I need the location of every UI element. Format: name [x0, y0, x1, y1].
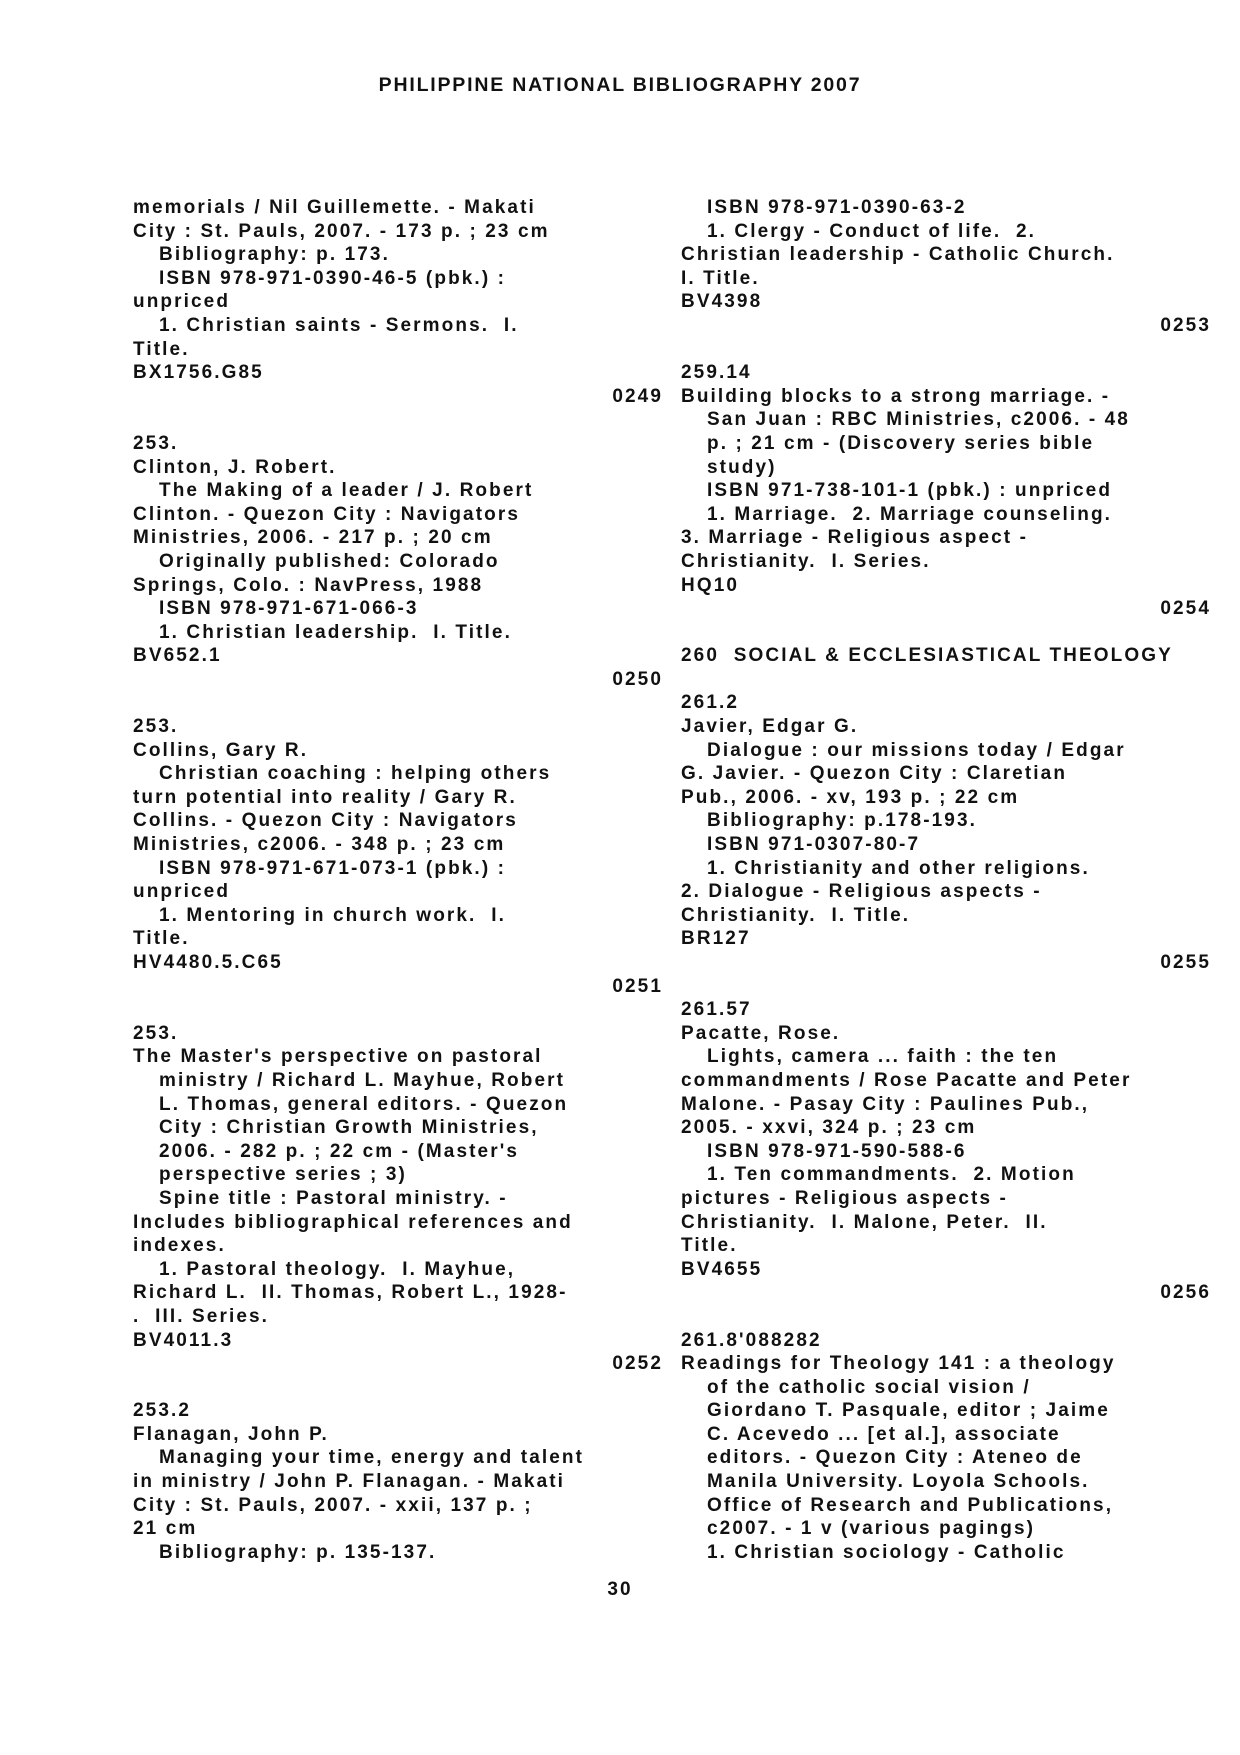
bibliography-line: c2007. - 1 v (various pagings): [707, 1518, 1036, 1540]
bibliography-line: 1. Mentoring in church work. I.: [159, 904, 506, 926]
bibliography-line: perspective series ; 3): [159, 1164, 407, 1186]
blank-line: [681, 668, 1211, 692]
entry-number: 0253: [1160, 314, 1211, 336]
bibliography-line: BV4011.3: [133, 1329, 234, 1351]
blank-line: [133, 408, 663, 432]
bibliography-line: 1. Christianity and other religions.: [707, 857, 1090, 879]
blank-line: [133, 998, 663, 1022]
bibliography-line: Spine title : Pastoral ministry. -: [159, 1187, 508, 1209]
bibliography-line: Title.: [133, 928, 190, 950]
bibliography-line: Bibliography: p. 173.: [159, 244, 390, 266]
bibliography-line: ISBN 971-738-101-1 (pbk.) : unpriced: [707, 480, 1113, 502]
bibliography-line: Managing your time, energy and talent: [159, 1447, 585, 1469]
bibliography-line: indexes.: [133, 1235, 226, 1257]
bibliography-line: Christianity. I. Series.: [681, 550, 931, 572]
page-number: 30: [607, 1579, 633, 1600]
bibliography-line: The Making of a leader / J. Robert: [159, 480, 534, 502]
bibliography-line: G. Javier. - Quezon City : Claretian: [681, 763, 1068, 785]
bibliography-line: p. ; 21 cm - (Discovery series bible: [707, 432, 1095, 454]
bibliography-line: Giordano T. Pasquale, editor ; Jaime: [707, 1400, 1110, 1422]
bibliography-line: Christianity. I. Title.: [681, 904, 911, 926]
bibliography-line: 1. Pastoral theology. I. Mayhue,: [159, 1258, 516, 1280]
blank-line: [133, 1376, 663, 1400]
blank-line: [133, 691, 663, 715]
bibliography-line: . III. Series.: [133, 1305, 270, 1327]
bibliography-line: 259.14: [681, 362, 752, 384]
bibliography-line: 261.57: [681, 999, 752, 1021]
entry-number: 0250: [612, 668, 663, 690]
bibliography-line: Originally published: Colorado: [159, 550, 500, 572]
bibliography-line: 1. Christian saints - Sermons. I.: [159, 314, 519, 336]
bibliography-line: turn potential into reality / Gary R.: [133, 786, 517, 808]
bibliography-line: I. Title.: [681, 267, 760, 289]
bibliography-line: ISBN 978-971-590-588-6: [707, 1140, 967, 1162]
bibliography-line: BR127: [681, 928, 751, 950]
bibliography-line: study): [707, 456, 777, 478]
bibliography-line: ISBN 971-0307-80-7: [707, 834, 921, 856]
bibliography-line: BV652.1: [133, 645, 222, 667]
bibliography-line: 21 cm: [133, 1518, 198, 1540]
entry-number: 0251: [612, 975, 663, 997]
bibliography-line: Title.: [681, 1235, 738, 1257]
bibliography-line: Javier, Edgar G.: [681, 716, 859, 738]
bibliography-line: Building blocks to a strong marriage. -: [681, 385, 1111, 407]
bibliography-line: C. Acevedo ... [et al.], associate: [707, 1423, 1061, 1445]
bibliography-line: Includes bibliographical references and: [133, 1211, 573, 1233]
bibliography-line: ISBN 978-971-671-066-3: [159, 598, 419, 620]
bibliography-line: 1. Christian leadership. I. Title.: [159, 621, 512, 643]
bibliography-line: pictures - Religious aspects -: [681, 1187, 1008, 1209]
bibliography-line: Christian leadership - Catholic Church.: [681, 244, 1115, 266]
bibliography-line: Collins. - Quezon City : Navigators: [133, 810, 518, 832]
bibliography-line: 1. Ten commandments. 2. Motion: [707, 1164, 1076, 1186]
bibliography-line: Ministries, 2006. - 217 p. ; 20 cm: [133, 527, 493, 549]
bibliography-line: BX1756.G85: [133, 362, 264, 384]
bibliography-line: Manila University. Loyola Schools.: [707, 1471, 1090, 1493]
entry-number: 0255: [1160, 952, 1211, 973]
bibliography-line: of the catholic social vision /: [707, 1376, 1031, 1398]
blank-line: [681, 975, 1211, 999]
bibliography-line: 261.8'088282: [681, 1329, 822, 1351]
bibliography-line: L. Thomas, general editors. - Quezon: [159, 1093, 569, 1115]
bibliography-line: 260 SOCIAL & ECCLESIASTICAL THEOLOGY: [681, 645, 1173, 667]
bibliography-line: Bibliography: p. 135-137.: [159, 1541, 437, 1563]
entry-number: 0249: [612, 385, 663, 407]
bibliography-line: Title.: [133, 338, 190, 360]
bibliography-line: Clinton, J. Robert.: [133, 456, 337, 478]
bibliography-line: ISBN 978-971-0390-46-5 (pbk.) :: [159, 267, 507, 289]
bibliography-line: Office of Research and Publications,: [707, 1494, 1114, 1516]
bibliography-line: 261.2: [681, 692, 740, 714]
blank-line: [681, 621, 1211, 645]
bibliography-line: unpriced: [133, 881, 231, 903]
bibliography-line: Flanagan, John P.: [133, 1423, 329, 1445]
blank-line: [681, 338, 1211, 362]
bibliography-line: memorials / Nil Guillemette. - Makati: [133, 197, 536, 218]
bibliography-line: City : Christian Growth Ministries,: [159, 1117, 539, 1139]
bibliography-line: Lights, camera ... faith : the ten: [707, 1046, 1059, 1068]
bibliography-line: 2005. - xxvi, 324 p. ; 23 cm: [681, 1117, 977, 1139]
bibliography-line: editors. - Quezon City : Ateneo de: [707, 1447, 1083, 1469]
left-column: [133, 196, 663, 1564]
bibliography-line: Bibliography: p.178-193.: [707, 810, 978, 832]
bibliography-line: Dialogue : our missions today / Edgar: [707, 739, 1126, 761]
bibliography-line: 1. Clergy - Conduct of life. 2.: [707, 220, 1037, 242]
bibliography-line: 253.: [133, 432, 179, 454]
bibliography-line: BV4655: [681, 1258, 763, 1280]
bibliography-line: City : St. Pauls, 2007. - xxii, 137 p. ;: [133, 1494, 533, 1516]
bibliography-line: HQ10: [681, 574, 740, 596]
bibliography-line: in ministry / John P. Flanagan. - Makati: [133, 1471, 566, 1493]
bibliography-line: ISBN 978-971-671-073-1 (pbk.) :: [159, 857, 507, 879]
page-header: PHILIPPINE NATIONAL BIBLIOGRAPHY 2007: [378, 74, 862, 96]
bibliography-line: Ministries, c2006. - 348 p. ; 23 cm: [133, 834, 506, 856]
bibliography-line: Readings for Theology 141 : a theology: [681, 1353, 1116, 1375]
bibliography-line: 253.: [133, 1022, 179, 1044]
bibliography-line: 253.2: [133, 1400, 192, 1422]
bibliography-line: 253.: [133, 716, 179, 738]
bibliography-line: Clinton. - Quezon City : Navigators: [133, 503, 521, 525]
bibliography-line: 1. Marriage. 2. Marriage counseling.: [707, 503, 1113, 525]
bibliography-line: 2006. - 282 p. ; 22 cm - (Master's: [159, 1140, 519, 1162]
entry-number: 0252: [612, 1353, 663, 1375]
bibliography-line: Pub., 2006. - xv, 193 p. ; 22 cm: [681, 786, 1020, 808]
right-column: [681, 196, 1211, 1564]
bibliography-line: Christianity. I. Malone, Peter. II.: [681, 1211, 1048, 1233]
bibliography-line: Collins, Gary R.: [133, 739, 309, 761]
bibliography-line: The Master's perspective on pastoral: [133, 1046, 543, 1068]
bibliography-line: Christian coaching : helping others: [159, 763, 552, 785]
bibliography-line: unpriced: [133, 291, 231, 313]
bibliography-line: ministry / Richard L. Mayhue, Robert: [159, 1069, 566, 1091]
bibliography-line: Pacatte, Rose.: [681, 1022, 841, 1044]
bibliography-line: 3. Marriage - Religious aspect -: [681, 527, 1029, 549]
bibliography-line: ISBN 978-971-0390-63-2: [707, 197, 967, 218]
bibliography-line: BV4398: [681, 291, 763, 313]
bibliography-line: commandments / Rose Pacatte and Peter: [681, 1069, 1132, 1091]
bibliography-line: HV4480.5.C65: [133, 952, 283, 973]
bibliography-line: 2. Dialogue - Religious aspects -: [681, 881, 1042, 903]
bibliography-line: San Juan : RBC Ministries, c2006. - 48: [707, 409, 1130, 431]
bibliography-line: City : St. Pauls, 2007. - 173 p. ; 23 cm: [133, 220, 550, 242]
bibliography-line: Malone. - Pasay City : Paulines Pub.,: [681, 1093, 1090, 1115]
entry-number: 0256: [1160, 1282, 1211, 1304]
bibliography-line: Springs, Colo. : NavPress, 1988: [133, 574, 484, 596]
bibliography-line: 1. Christian sociology - Catholic: [707, 1541, 1066, 1563]
blank-line: [681, 1305, 1211, 1329]
entry-number: 0254: [1160, 598, 1211, 620]
bibliography-line: Richard L. II. Thomas, Robert L., 1928-: [133, 1282, 568, 1304]
